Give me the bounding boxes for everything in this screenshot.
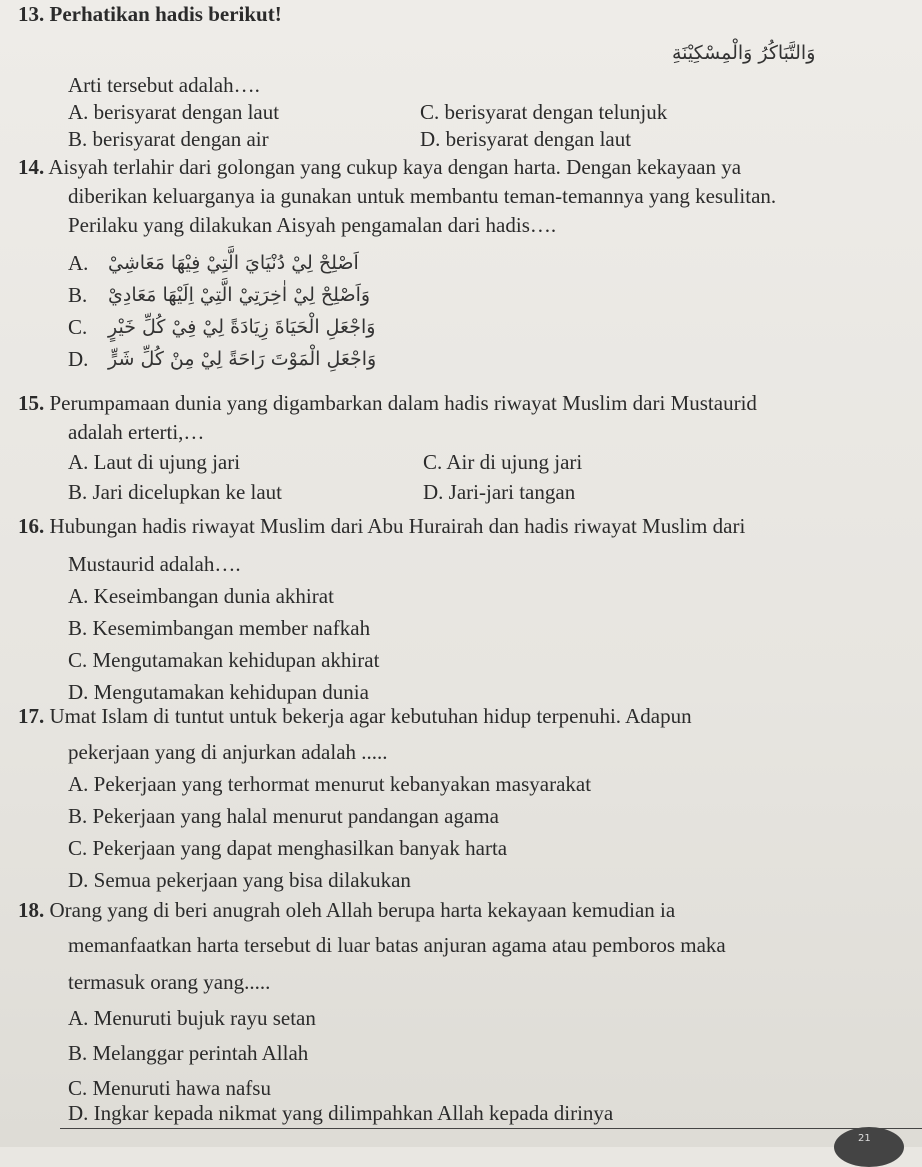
- q14-prompt: Perilaku yang dilakukan Aisyah pengamalan dari hadis….: [68, 213, 557, 237]
- q14-option-c-label[interactable]: C.: [68, 315, 88, 339]
- q14-option-b-arabic[interactable]: وَاَصْلِحْ لِيْ اٰخِرَتِيْ الَّتِيْ اِلَيْهَا مَعَادِيْ: [108, 284, 371, 306]
- q16-option-d[interactable]: D. Mengutamakan kehidupan dunia: [68, 680, 369, 704]
- q17-option-a[interactable]: A. Pekerjaan yang terhormat menurut kebanyakan masyarakat: [68, 772, 592, 796]
- q15-option-a[interactable]: A. Laut di ujung jari: [68, 450, 241, 474]
- q15-line2: adalah erterti,…: [68, 420, 205, 444]
- bottom-divider: [60, 1128, 922, 1129]
- q18-option-d[interactable]: D. Ingkar kepada nikmat yang dilimpahkan Allah kepada dirinya: [68, 1101, 614, 1125]
- q18-option-c[interactable]: C. Menuruti hawa nafsu: [68, 1076, 271, 1100]
- q18-line2: memanfaatkan harta tersebut di luar batas anjuran agama atau pemboros maka: [68, 933, 726, 957]
- q14-option-d-label[interactable]: D.: [68, 347, 89, 371]
- q18-option-b[interactable]: B. Melanggar perintah Allah: [68, 1041, 309, 1065]
- q13-option-c[interactable]: C. berisyarat dengan telunjuk: [420, 100, 668, 124]
- question-15: 15. Perumpamaan dunia yang digambarkan dalam hadis riwayat Muslim dari Mustaurid: [18, 391, 757, 415]
- question-16: 16. Hubungan hadis riwayat Muslim dari Abu Hurairah dan hadis riwayat Muslim dari: [18, 514, 746, 538]
- q13-option-a[interactable]: A. berisyarat dengan laut: [68, 100, 280, 124]
- q15-option-d[interactable]: D. Jari-jari tangan: [423, 480, 576, 504]
- q18-option-a[interactable]: A. Menuruti bujuk rayu setan: [68, 1006, 316, 1030]
- q16-line2: Mustaurid adalah….: [68, 552, 241, 576]
- q16-option-b[interactable]: B. Kesemimbangan member nafkah: [68, 616, 371, 640]
- q14-option-a-label[interactable]: A.: [68, 251, 89, 275]
- q18-line3: termasuk orang yang.....: [68, 970, 271, 994]
- q17-line2: pekerjaan yang di anjurkan adalah .....: [68, 740, 388, 764]
- q14-option-d-arabic[interactable]: وَاجْعَلِ الْمَوْتَ رَاحَةً لِيْ مِنْ كُلِّ شَرٍّ: [108, 348, 377, 370]
- q17-option-b[interactable]: B. Pekerjaan yang halal menurut pandangan agama: [68, 804, 499, 828]
- question-18: 18. Orang yang di beri anugrah oleh Allah berupa harta kekayaan kemudian ia: [18, 898, 676, 922]
- question-14: 14. Aisyah terlahir dari golongan yang cukup kaya dengan harta. Dengan kekayaan ya: [18, 155, 742, 179]
- question-13: 13. Perhatikan hadis berikut!: [18, 2, 282, 26]
- q14-option-a-arabic[interactable]: اَصْلِحْ لِيْ دُنْيَايَ الَّتِيْ فِيْهَا مَعَاشِيْ: [108, 252, 359, 274]
- q15-option-c[interactable]: C. Air di ujung jari: [423, 450, 583, 474]
- q13-option-b[interactable]: B. berisyarat dengan air: [68, 127, 269, 151]
- q14-line2: diberikan keluarganya ia gunakan untuk membantu teman-temannya yang kesulitan.: [68, 184, 777, 208]
- q17-option-d[interactable]: D. Semua pekerjaan yang bisa dilakukan: [68, 868, 411, 892]
- q13-option-d[interactable]: D. berisyarat dengan laut: [420, 127, 632, 151]
- q16-option-a[interactable]: A. Keseimbangan dunia akhirat: [68, 584, 334, 608]
- q17-option-c[interactable]: C. Pekerjaan yang dapat menghasilkan banyak harta: [68, 836, 508, 860]
- q14-option-c-arabic[interactable]: وَاجْعَلِ الْحَيَاةَ زِيَادَةً لِيْ فِيْ كُلِّ خَيْرٍ: [108, 316, 376, 338]
- q13-prompt: Arti tersebut adalah….: [68, 73, 260, 97]
- page-number-badge: 21: [834, 1127, 904, 1167]
- q13-hadith-arabic: وَالتَّبَاكُرُ وَالْمِسْكِيْنَةِ: [672, 42, 816, 64]
- q15-option-b[interactable]: B. Jari dicelupkan ke laut: [68, 480, 283, 504]
- q14-option-b-label[interactable]: B.: [68, 283, 88, 307]
- question-17: 17. Umat Islam di tuntut untuk bekerja agar kebutuhan hidup terpenuhi. Adapun: [18, 704, 692, 728]
- q16-option-c[interactable]: C. Mengutamakan kehidupan akhirat: [68, 648, 380, 672]
